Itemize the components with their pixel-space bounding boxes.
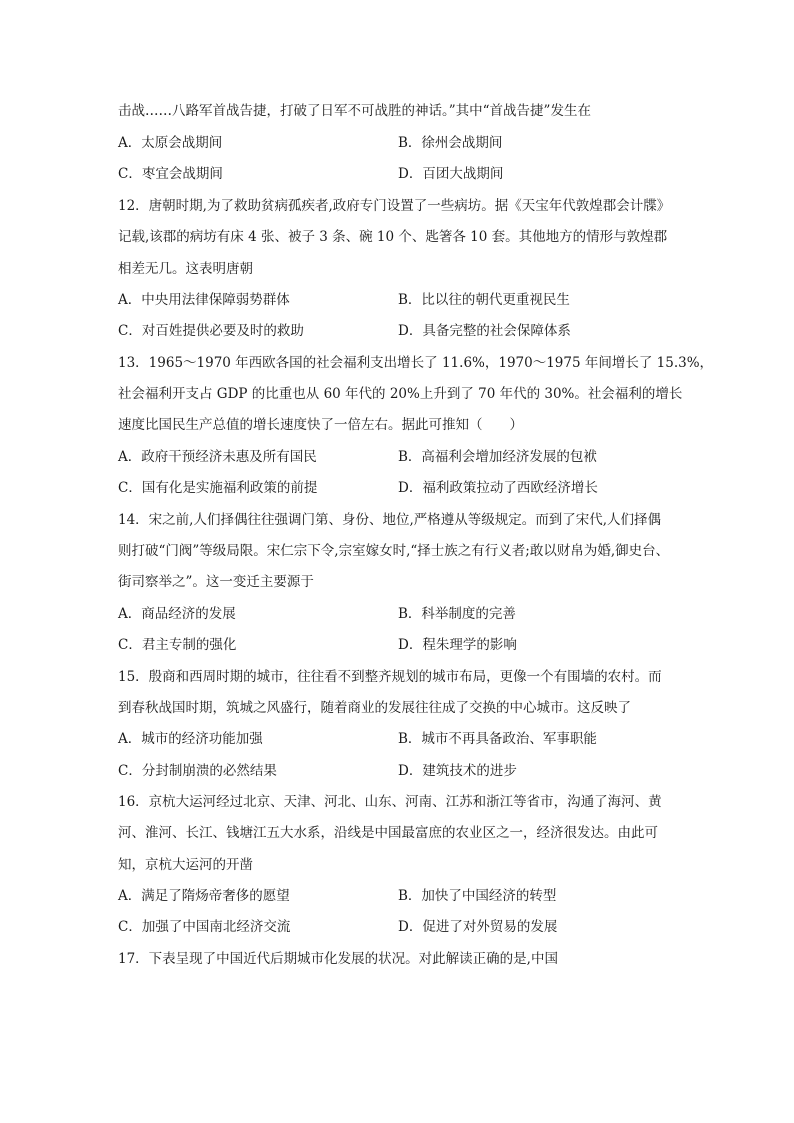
q14-option-c: C．君主专制的强化: [118, 637, 237, 653]
q13-option-a: A．政府干预经济未惠及所有国民: [118, 449, 317, 465]
q12-option-b: B．比以往的朝代更重视民生: [398, 292, 570, 308]
q16-option-c: C．加强了中国南北经济交流: [118, 919, 291, 935]
q15-option-c: C．分封制崩溃的必然结果: [118, 763, 277, 779]
q16-stem-line: 知，京杭大运河的开凿: [118, 857, 253, 873]
q16-option-b: B．加快了中国经济的转型: [398, 888, 557, 904]
q13-option-c: C．国有化是实施福利政策的前提: [118, 480, 318, 496]
q14-stem-line: 街司察举之”。这一变迁主要源于: [118, 574, 314, 590]
q16-option-d: D．促进了对外贸易的发展: [398, 919, 558, 935]
q14-option-b: B．科举制度的完善: [398, 606, 516, 622]
q15-option-d: D．建筑技术的进步: [398, 763, 517, 779]
q15-option-a: A．城市的经济功能加强: [118, 731, 263, 747]
q11-option-a: A．太原会战期间: [118, 135, 223, 151]
q13-stem-line: 社会福利开支占 GDP 的比重也从 60 年代的 20%上升到了 70 年代的 30%。社会福利的增长: [118, 386, 683, 402]
q17-stem-line: 17．下表呈现了中国近代后期城市化发展的状况。对此解读正确的是,中国: [118, 951, 558, 967]
q16-stem-line: 16．京杭大运河经过北京、天津、河北、山东、河南、江苏和浙江等省市，沟通了海河、黄: [118, 794, 662, 810]
q14-stem-line: 14．宋之前,人们择偶往往强调门第、身份、地位,严格遵从等级规定。而到了宋代,人们择偶: [118, 512, 662, 528]
q13-option-b: B．高福利会增加经济发展的包袱: [398, 449, 597, 465]
q14-option-d: D．程朱理学的影响: [398, 637, 517, 653]
q11-option-d: D．百团大战期间: [398, 166, 504, 182]
q15-option-b: B．城市不再具备政治、军事职能: [398, 731, 597, 747]
q14-stem-line: 则打破“门阀”等级局限。宋仁宗下令,宗室嫁女时,“择士族之有行义者;敢以财帛为婚,御史台、: [118, 543, 670, 559]
q12-option-d: D．具备完整的社会保障体系: [398, 323, 571, 339]
q15-stem-line: 15．殷商和西周时期的城市，往往看不到整齐规划的城市布局，更像一个有围墙的农村。而: [118, 669, 662, 685]
q11-option-c: C．枣宜会战期间: [118, 166, 223, 182]
q12-stem-line: 12．唐朝时期,为了救助贫病孤疾者,政府专门设置了一些病坊。据《天宝年代敦煌郡会计牒》: [118, 198, 671, 214]
q12-option-c: C．对百姓提供必要及时的救助: [118, 323, 304, 339]
q16-stem-line: 河、淮河、长江、钱塘江五大水系，沿线是中国最富庶的农业区之一，经济很发达。由此可: [118, 825, 658, 841]
q14-option-a: A．商品经济的发展: [118, 606, 236, 622]
q12-option-a: A．中央用法律保障弱势群体: [118, 292, 290, 308]
q12-stem-line: 相差无几。这表明唐朝: [118, 261, 253, 277]
q15-stem-line: 到春秋战国时期，筑城之风盛行，随着商业的发展往往成了交换的中心城市。这反映了: [118, 700, 631, 716]
q11-option-b: B．徐州会战期间: [398, 135, 503, 151]
intro-text-line: 击战……八路军首战告捷，打破了日军不可战胜的神话。”其中“首战告捷”发生在: [118, 103, 591, 119]
q13-stem-line: 13．1965～1970 年西欧各国的社会福利支出增长了 11.6%，1970～1975 年间增长了 15.3%，: [118, 355, 714, 371]
q13-stem-line: 速度比国民生产总值的增长速度快了一倍左右。据此可推知（ ）: [118, 417, 523, 433]
q12-stem-line: 记载,该郡的病坊有床 4 张、被子 3 条、碗 10 个、匙箸各 10 套。其他地方的情形与敦煌郡: [118, 229, 668, 245]
q13-option-d: D．福利政策拉动了西欧经济增长: [398, 480, 598, 496]
q16-option-a: A．满足了隋炀帝奢侈的愿望: [118, 888, 290, 904]
